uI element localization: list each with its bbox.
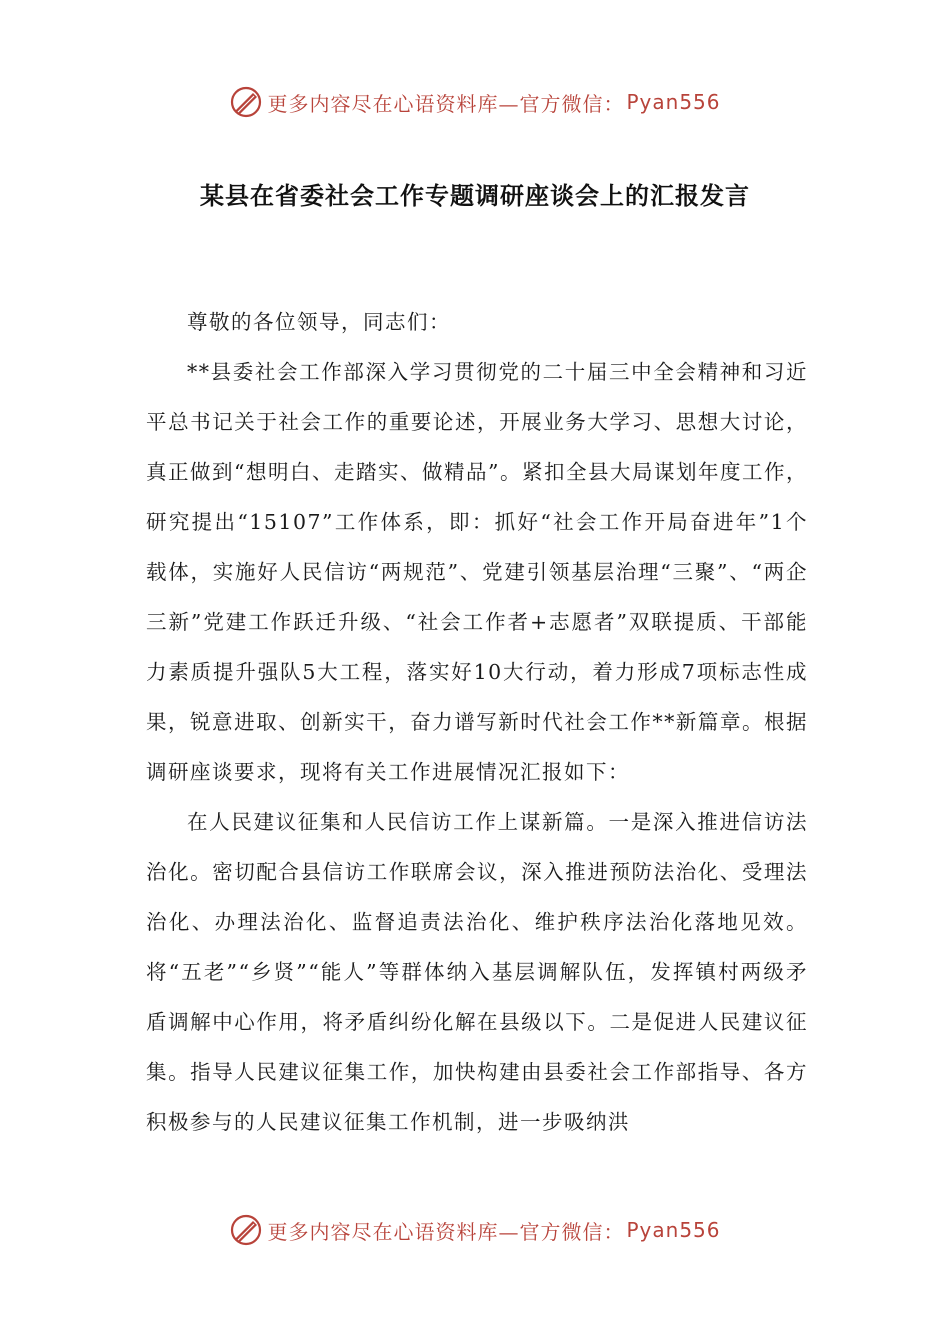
watermark-banner-top	[0, 82, 950, 122]
document-title: 某县在省委社会工作专题调研座谈会上的汇报发言	[200, 181, 750, 210]
intro-paragraph: **县委社会工作部深入学习贯彻党的二十届三中全会精神和习近平总书记关于社会工作的重要论述，开展业务大学习、思想大讨论，真正做到“想明白、走踏实、做精品”。紧扣全县大局谋划年度工作，研究提出“15107”工作体系，即：抓好“社会工作开局奋进年”1个载体，实施好人民信访“两规范”、党建引领基层治理“三聚”、“两企三新”党建工作跃迁升级、“社会工作者+志愿者”双联提质、干部能力素质提升强队5大工程，落实好10大行动，着力形成7项标志性成果，锐意进取、创新实干，奋力谱写新时代社会工作**新篇章。根据调研座谈要求，现将有关工作进展情况汇报如下：	[146, 360, 808, 784]
pen-nib-icon	[229, 85, 263, 119]
section-paragraph: 在人民建议征集和人民信访工作上谋新篇。一是深入推进信访法治化。密切配合县信访工作联席会议，深入推进预防法治化、受理法治化、办理法治化、监督追责法治化、维护秩序法治化落地见效。将“五老”“乡贤”“能人”等群体纳入基层调解队伍，发挥镇村两级矛盾调解中心作用，将矛盾纠纷化解在县级以下。二是促进人民建议征集。指导人民建议征集工作，加快构建由县委社会工作部指导、各方积极参与的人民建议征集工作机制，进一步吸纳洪	[146, 810, 808, 1134]
document-body	[146, 297, 808, 1147]
pen-nib-icon	[229, 1213, 263, 1247]
salutation-paragraph: 尊敬的各位领导，同志们：	[187, 310, 451, 334]
watermark-text: 更多内容尽在心语资料库—官方微信：	[267, 91, 625, 116]
watermark-wechat-id: Pyan556	[626, 1218, 721, 1242]
watermark-wechat-id: Pyan556	[626, 90, 721, 114]
watermark-banner-bottom	[0, 1210, 950, 1250]
watermark-text: 更多内容尽在心语资料库—官方微信：	[267, 1219, 625, 1244]
